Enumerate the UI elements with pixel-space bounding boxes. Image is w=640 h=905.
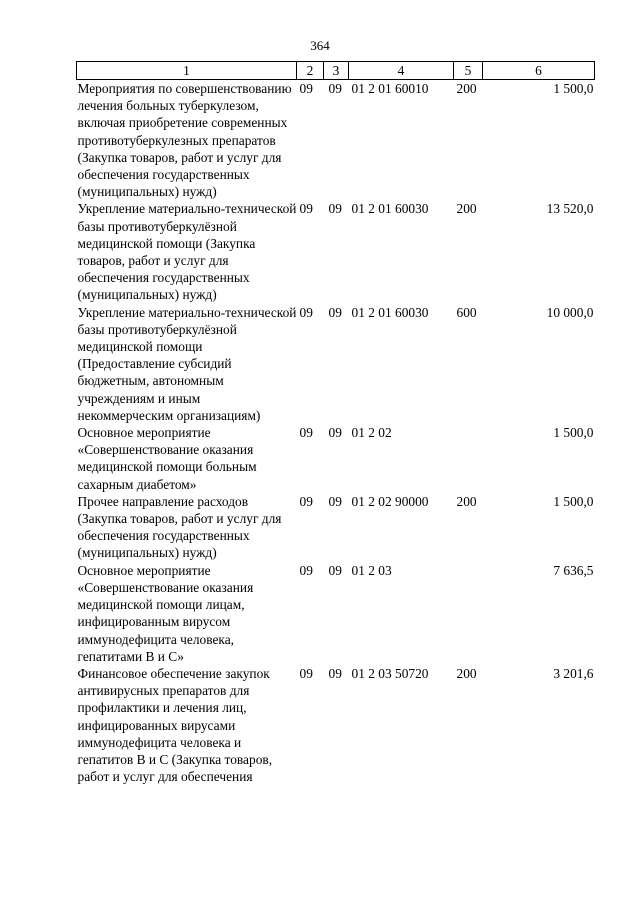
row-section: 09 (299, 304, 313, 320)
row-name: Укрепление материально-технической базы противотуберкулёзной медицинской помощи (Закупка товаров, работ и услуг для обеспечения государственных (муниципальных) нужд) (77, 201, 297, 303)
row-expense-type (454, 424, 483, 493)
row-subsection: 09 (328, 201, 342, 217)
table-row (77, 80, 595, 201)
row-section: 09 (299, 562, 313, 578)
table-row (77, 304, 595, 424)
row-target-article: 01 2 01 60030 (351, 304, 429, 320)
row-target-article: 01 2 01 60010 (351, 81, 429, 96)
row-amount: 7 636,5 (553, 562, 594, 578)
row-expense-type: 200 (456, 493, 477, 509)
row-target-article: 01 2 03 (351, 562, 392, 578)
row-target-article: 01 2 01 60030 (351, 201, 429, 217)
row-expense-type: 200 (456, 201, 477, 217)
row-section: 09 (299, 493, 313, 509)
table-row (77, 665, 595, 785)
row-expense-type (454, 562, 483, 665)
row-name: Основное мероприятие «Совершенствование оказания медицинской помощи лицам, инфицированным вирусом иммунодефицита человека, гепатитами В и С» (77, 562, 254, 664)
row-section: 09 (299, 665, 313, 681)
row-amount: 3 201,6 (553, 665, 594, 681)
row-target-article: 01 2 03 50720 (351, 665, 429, 681)
row-amount: 13 520,0 (546, 201, 594, 217)
header-col-5: 5 (454, 62, 483, 80)
row-name: Прочее направление расходов (Закупка товаров, работ и услуг для обеспечения государственных (муниципальных) нужд) (77, 493, 282, 561)
row-name: Укрепление материально-технической базы противотуберкулёзной медицинской помощи (Предоставление субсидий бюджетным, автономным учреждениям и иным некоммерческим организациям) (77, 304, 297, 423)
budget-table (76, 61, 595, 785)
header-col-2: 2 (297, 62, 324, 80)
row-section: 09 (299, 201, 313, 217)
table-row (77, 493, 595, 562)
table-row (77, 424, 595, 493)
header-col-6: 6 (483, 62, 595, 80)
row-amount: 1 500,0 (553, 425, 594, 441)
header-col-3: 3 (324, 62, 349, 80)
header-col-4: 4 (349, 62, 454, 80)
table-row (77, 200, 595, 303)
table-header (77, 62, 595, 80)
row-amount: 1 500,0 (553, 493, 594, 509)
row-amount: 1 500,0 (553, 81, 594, 96)
row-name: Мероприятия по совершенствованию лечения больных туберкулезом, включая приобретение современных противотуберкулезных препаратов (Закупка товаров, работ и услуг для обеспечения государственных (муниципальных) нужд) (77, 81, 292, 200)
row-target-article: 01 2 02 (351, 425, 392, 441)
row-amount: 10 000,0 (546, 304, 594, 320)
row-subsection: 09 (328, 665, 342, 681)
row-section: 09 (299, 81, 313, 96)
row-name: Основное мероприятие «Совершенствование оказания медицинской помощи больным сахарным диабетом» (77, 425, 257, 492)
row-subsection: 09 (328, 304, 342, 320)
row-subsection: 09 (328, 81, 342, 96)
table-row (77, 562, 595, 665)
row-section: 09 (299, 425, 313, 441)
header-row (77, 62, 595, 80)
row-target-article: 01 2 02 90000 (351, 493, 429, 509)
row-subsection: 09 (328, 493, 342, 509)
row-expense-type: 200 (456, 81, 477, 96)
header-col-1: 1 (77, 62, 297, 80)
table-body (77, 80, 595, 786)
page-number: 364 (310, 38, 330, 53)
row-name: Финансовое обеспечение закупок антивирусных препаратов для профилактики и лечения лиц, инфицированных вирусами иммунодефицита человека и гепатитов В и С (Закупка товаров, работ и услуг для обеспечения (77, 665, 273, 785)
row-subsection: 09 (328, 562, 342, 578)
row-subsection: 09 (328, 425, 342, 441)
row-expense-type: 600 (456, 304, 477, 320)
row-expense-type: 200 (456, 665, 477, 681)
